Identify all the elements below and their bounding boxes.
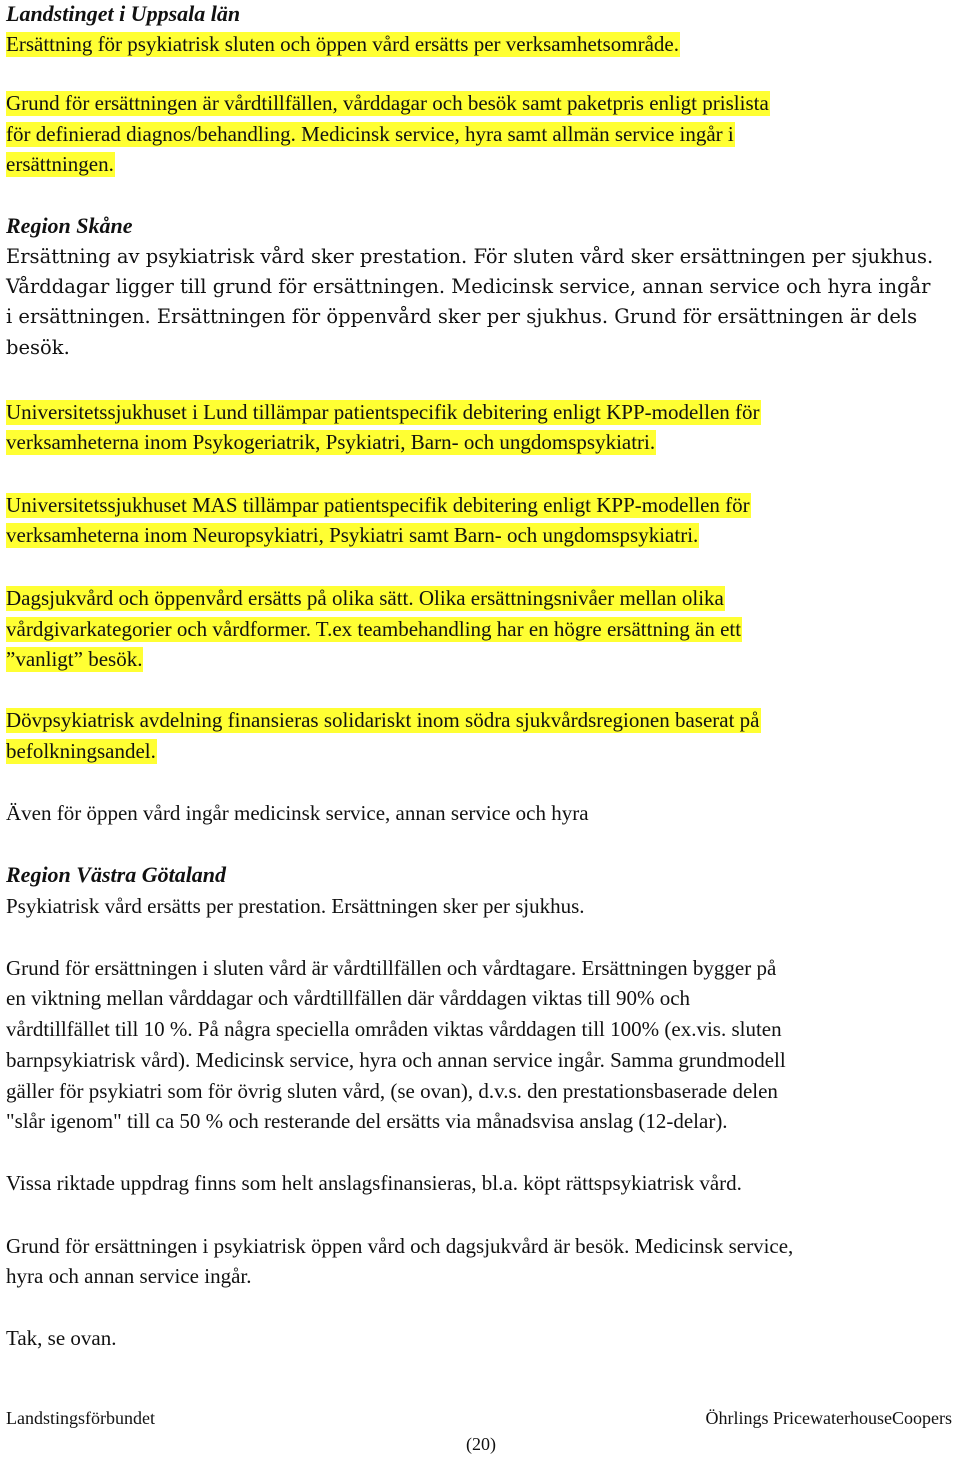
footer-right: Öhrlings PricewaterhouseCoopers [705,1408,952,1428]
text-line: Psykiatrisk vård ersätts per prestation. Ersättningen sker per sjukhus. [6,894,585,918]
text-line: Tak, se ovan. [6,1326,117,1350]
text-line: befolkningsandel. [6,739,156,763]
text-line: Grund för ersättningen i psykiatrisk öppen vård och dagsjukvård är besök. Medicinsk service, [6,1234,794,1258]
text-line: vårdtillfället till 10 %. På några speciella områden viktas vårddagen till 100% (ex.vis. sluten [6,1017,782,1041]
text-line: gäller för psykiatri som för övrig sluten vård, (se ovan), d.v.s. den prestationsbaserade delen [6,1079,778,1103]
text-line: Ersättning för psykiatrisk sluten och öppen vård ersätts per verksamhetsområde. [6,32,679,56]
text-line: Även för öppen vård ingår medicinsk service, annan service och hyra [6,801,589,825]
text-line: hyra och annan service ingår. [6,1264,252,1288]
text-line: verksamheterna inom Neuropsykiatri, Psykiatri samt Barn- och ungdomspsykiatri. [6,523,699,547]
page-number: (20) [466,1434,496,1454]
text-line: vårdgivarkategorier och vårdformer. T.ex teambehandling har en högre ersättning än ett [6,617,742,641]
text-line: Dagsjukvård och öppenvård ersätts på olika sätt. Olika ersättningsnivåer mellan olika [6,586,724,610]
text-line: verksamheterna inom Psykogeriatrik, Psykiatri, Barn- och ungdomspsykiatri. [6,430,656,454]
text-line: Ersättning av psykiatrisk vård sker prestation. För sluten vård sker ersättningen per sjukhus. [6,245,934,268]
text-line: Universitetssjukhuset MAS tillämpar patientspecifik debitering enligt KPP-modellen för [6,493,750,517]
text-line: för definierad diagnos/behandling. Medicinsk service, hyra samt allmän service ingår i [6,122,734,146]
text-line: Grund för ersättningen i sluten vård är vårdtillfällen och vårdtagare. Ersättningen bygger på [6,956,777,980]
text-line: i ersättningen. Ersättningen för öppenvård sker per sjukhus. Grund för ersättningen är dels [6,305,918,328]
text-line: Universitetssjukhuset i Lund tillämpar patientspecifik debitering enligt KPP-modellen för [6,400,760,424]
text-line: ersättningen. [6,152,114,176]
section-heading-uppsala: Landstinget i Uppsala län [6,1,241,26]
footer-left: Landstingsförbundet [6,1408,155,1428]
text-line: "slår igenom" till ca 50 % och resterande del ersätts via månadsvisa anslag (12-delar). [6,1109,728,1133]
text-line: Dövpsykiatrisk avdelning finansieras solidariskt inom södra sjukvårdsregionen baserat på [6,708,760,732]
text-line: ”vanligt” besök. [6,647,143,671]
text-line: Vissa riktade uppdrag finns som helt anslagsfinansieras, bl.a. köpt rättspsykiatrisk vård. [6,1171,742,1195]
section-heading-skane: Region Skåne [6,213,133,238]
text-line: Grund för ersättningen är vårdtillfällen, vårddagar och besök samt paketpris enligt prislista [6,91,769,115]
text-line: besök. [6,336,70,359]
text-line: en viktning mellan vårddagar och vårdtillfällen där vårddagen viktas till 90% och [6,986,691,1010]
text-line: barnpsykiatrisk vård). Medicinsk service, hyra och annan service ingår. Samma grundmodell [6,1048,786,1072]
section-heading-vastra-gotaland: Region Västra Götaland [6,862,227,887]
text-line: Vårddagar ligger till grund för ersättningen. Medicinsk service, annan service och hyra ingår [6,275,931,298]
